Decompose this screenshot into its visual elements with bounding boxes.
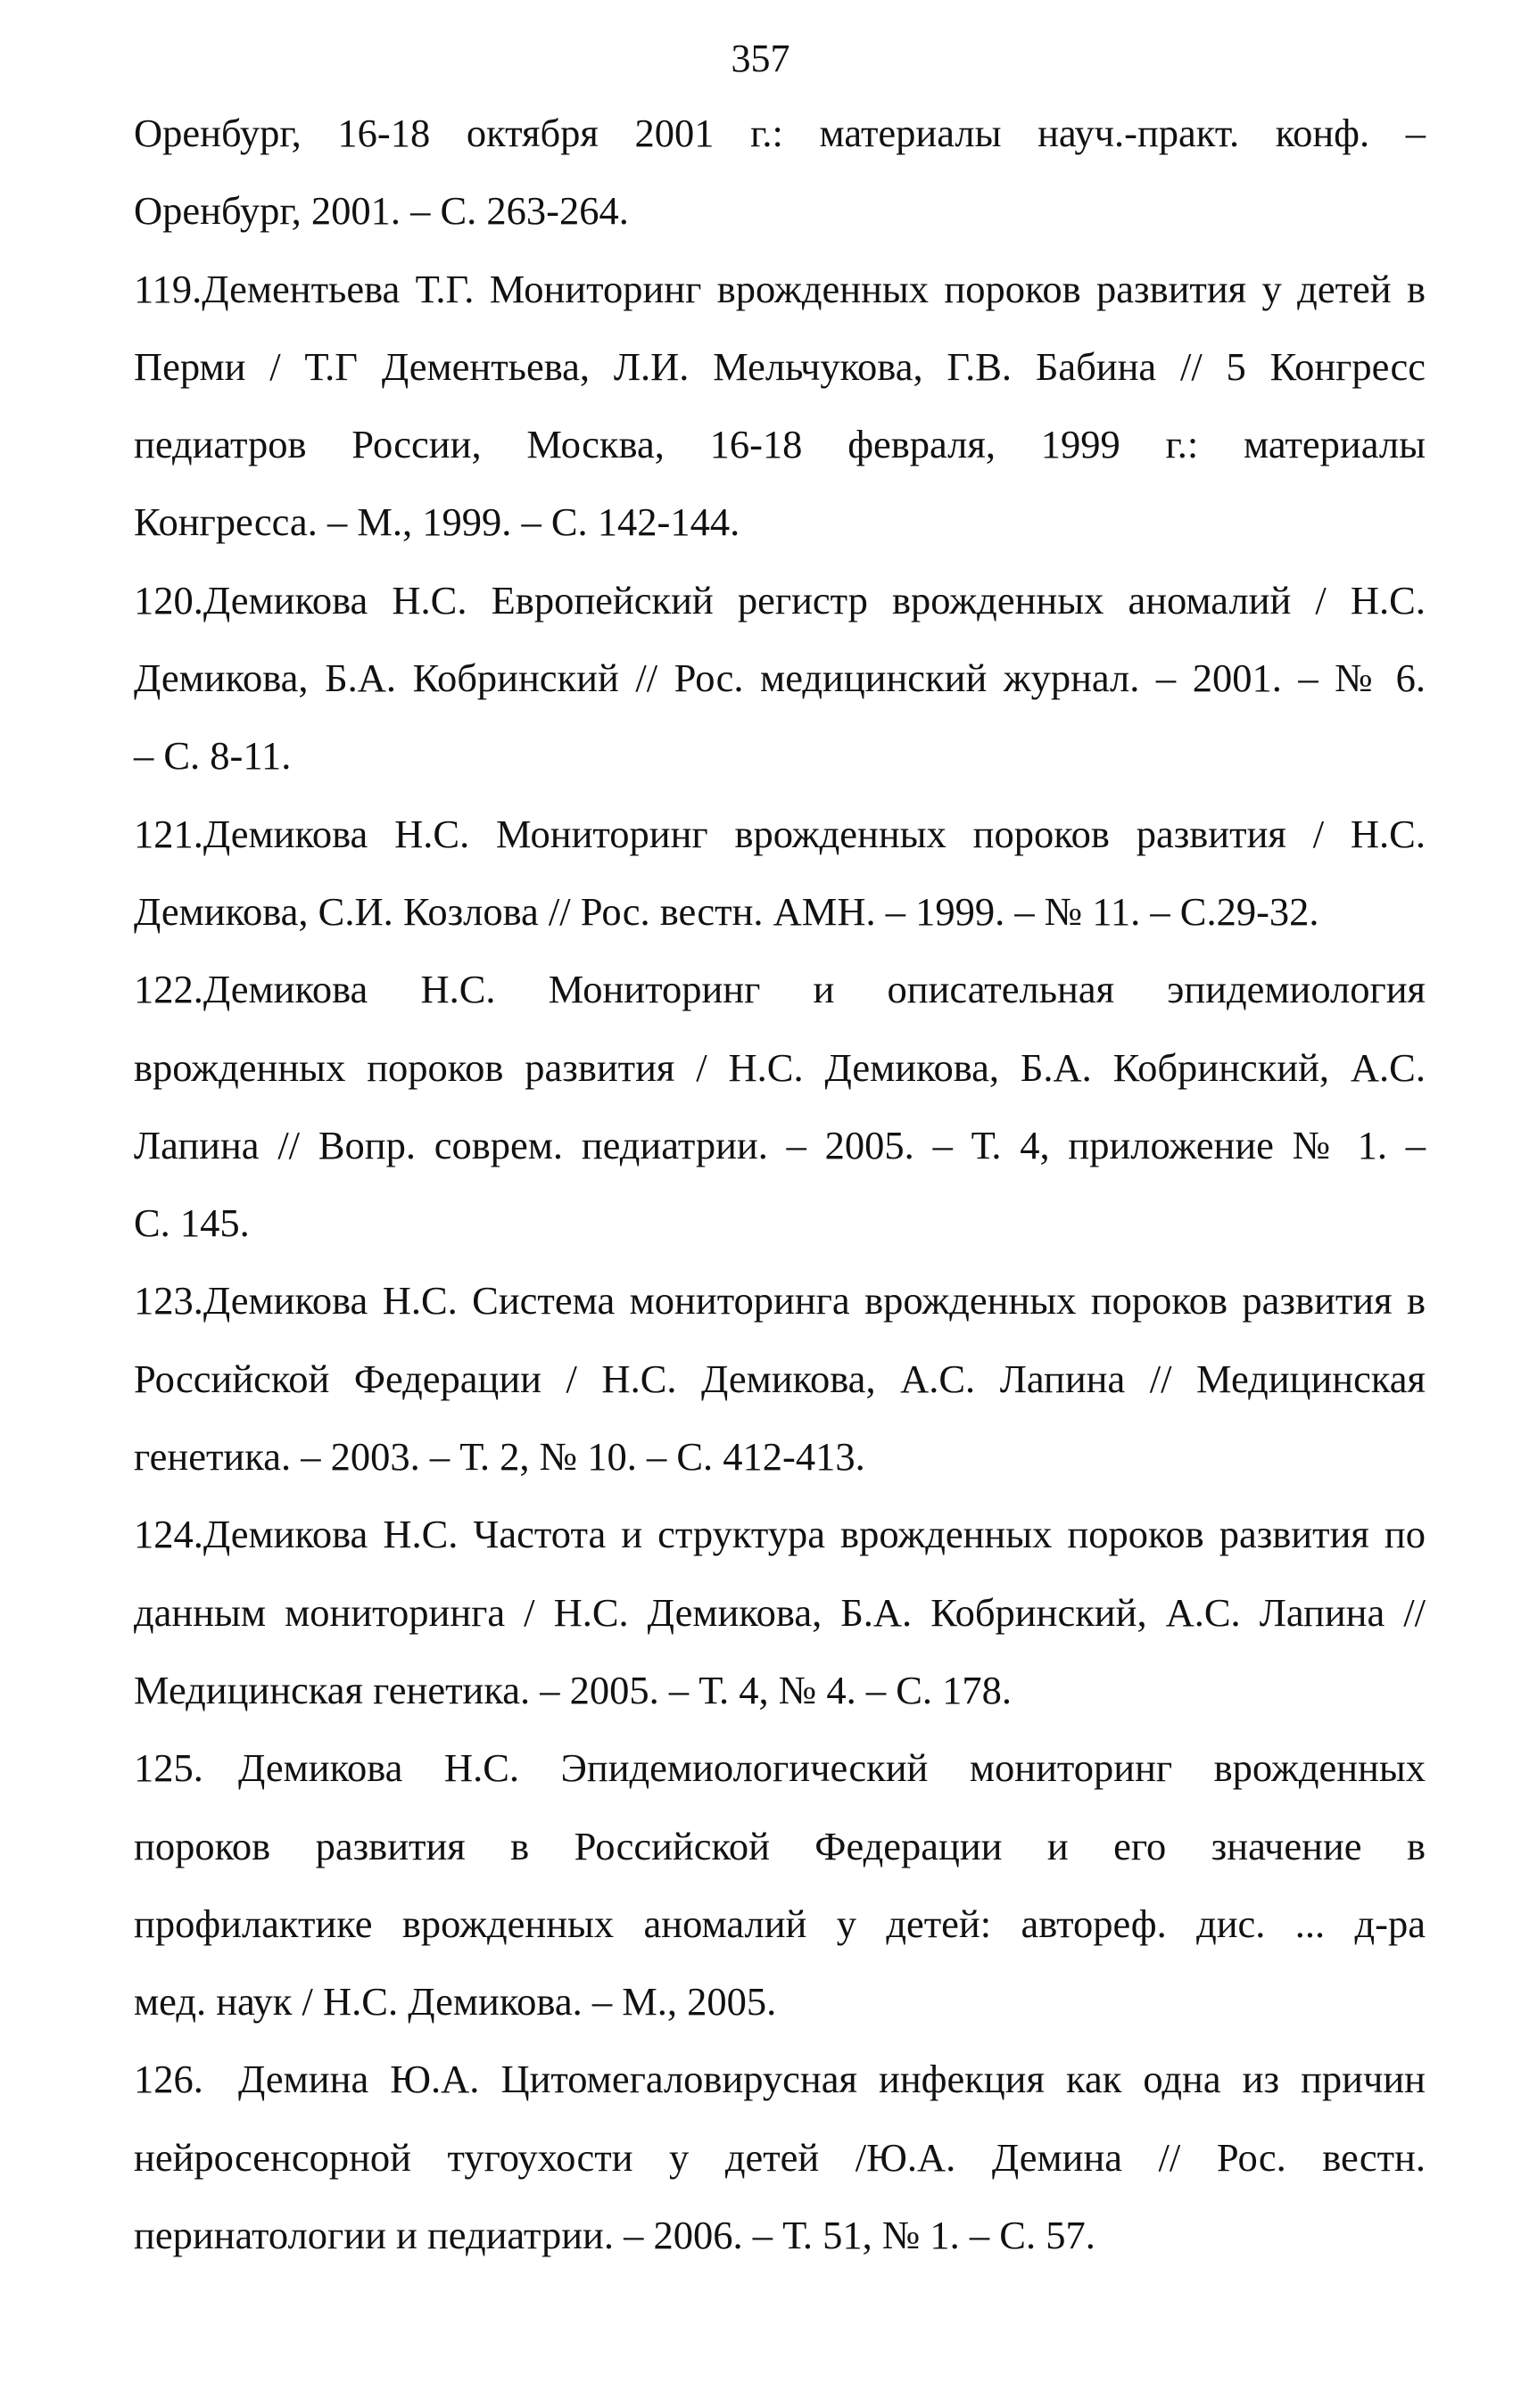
reference-entry-125 (134, 1729, 1426, 2041)
reference-line: Лапина // Вопр. соврем. педиатрии. – 2005. – Т. 4, приложение № 1. – (134, 1122, 1426, 1167)
reference-entry-continuation (134, 95, 1426, 251)
reference-line: Перми / Т.Г Дементьева, Л.И. Мельчукова, Г.В. Бабина // 5 Конгресс (134, 343, 1426, 389)
reference-line: 120.Демикова Н.С. Европейский регистр врожденных аномалий / Н.С. (134, 577, 1426, 623)
reference-line: 121.Демикова Н.С. Мониторинг врожденных пороков развития / Н.С. (134, 811, 1426, 856)
reference-line-text: Демина Ю.А. Цитомегаловирусная инфекция как одна из причин (238, 2057, 1426, 2102)
reference-line: Оренбург, 2001. – С. 263-264. (134, 188, 629, 234)
reference-line: 124.Демикова Н.С. Частота и структура врожденных пороков развития по (134, 1512, 1426, 1557)
reference-line: нейросенсорной тугоухости у детей /Ю.А. Демина // Рос. вестн. (134, 2134, 1426, 2180)
page-number: 357 (731, 37, 790, 80)
reference-entry-122 (134, 951, 1426, 1262)
reference-line: пороков развития в Российской Федерации и его значение в (134, 1823, 1426, 1868)
reference-line: перинатологии и педиатрии. – 2006. – Т. 51, № 1. – С. 57. (134, 2213, 1095, 2258)
reference-line: Демикова, Б.А. Кобринский // Рос. медицинский журнал. – 2001. – № 6. (134, 656, 1426, 701)
reference-line: данным мониторинга / Н.С. Демикова, Б.А. Кобринский, А.С. Лапина // (134, 1589, 1426, 1635)
reference-entry-121 (134, 796, 1426, 952)
reference-line: Российской Федерации / Н.С. Демикова, А.С. Лапина // Медицинская (134, 1356, 1426, 1401)
reference-line: Демикова, С.И. Козлова // Рос. вестн. АМН. – 1999. – № 11. – С.29-32. (134, 888, 1319, 934)
reference-list (134, 95, 1426, 2274)
reference-entry-124 (134, 1496, 1426, 1729)
reference-entry-120 (134, 562, 1426, 796)
reference-line: педиатров России, Москва, 16-18 февраля, 1999 г.: материалы (134, 422, 1426, 467)
reference-line: 122.Демикова Н.С. Мониторинг и описательная эпидемиология (134, 967, 1426, 1012)
reference-line: врожденных пороков развития / Н.С. Демикова, Б.А. Кобринский, А.С. (134, 1044, 1426, 1090)
reference-entry-119 (134, 251, 1426, 562)
reference-line (134, 2041, 1426, 2118)
reference-number: 126. (134, 2057, 203, 2102)
reference-line: С. 145. (134, 1200, 250, 1246)
reference-line: генетика. – 2003. – Т. 2, № 10. – С. 412-413. (134, 1434, 865, 1480)
reference-line (134, 1729, 1426, 1807)
reference-line: – С. 8-11. (134, 733, 292, 779)
reference-entry-123 (134, 1262, 1426, 1496)
reference-number: 125. (134, 1745, 203, 1791)
reference-line: мед. наук / Н.С. Демикова. – М., 2005. (134, 1979, 777, 2025)
reference-line: Медицинская генетика. – 2005. – Т. 4, № 4. – С. 178. (134, 1667, 1013, 1712)
reference-line-text: Демикова Н.С. Эпидемиологический мониторинг врожденных (238, 1745, 1426, 1791)
reference-line: 119.Дементьева Т.Г. Мониторинг врожденных пороков развития у детей в (134, 266, 1426, 311)
reference-line: Конгресса. – М., 1999. – С. 142-144. (134, 499, 740, 545)
reference-line: Оренбург, 16-18 октября 2001 г.: материалы науч.-практ. конф. – (134, 111, 1426, 155)
reference-line: 123.Демикова Н.С. Система мониторинга врожденных пороков развития в (134, 1278, 1426, 1324)
reference-entry-126 (134, 2041, 1426, 2274)
reference-line: профилактике врожденных аномалий у детей: автореф. дис. ... д-ра (134, 1901, 1426, 1946)
